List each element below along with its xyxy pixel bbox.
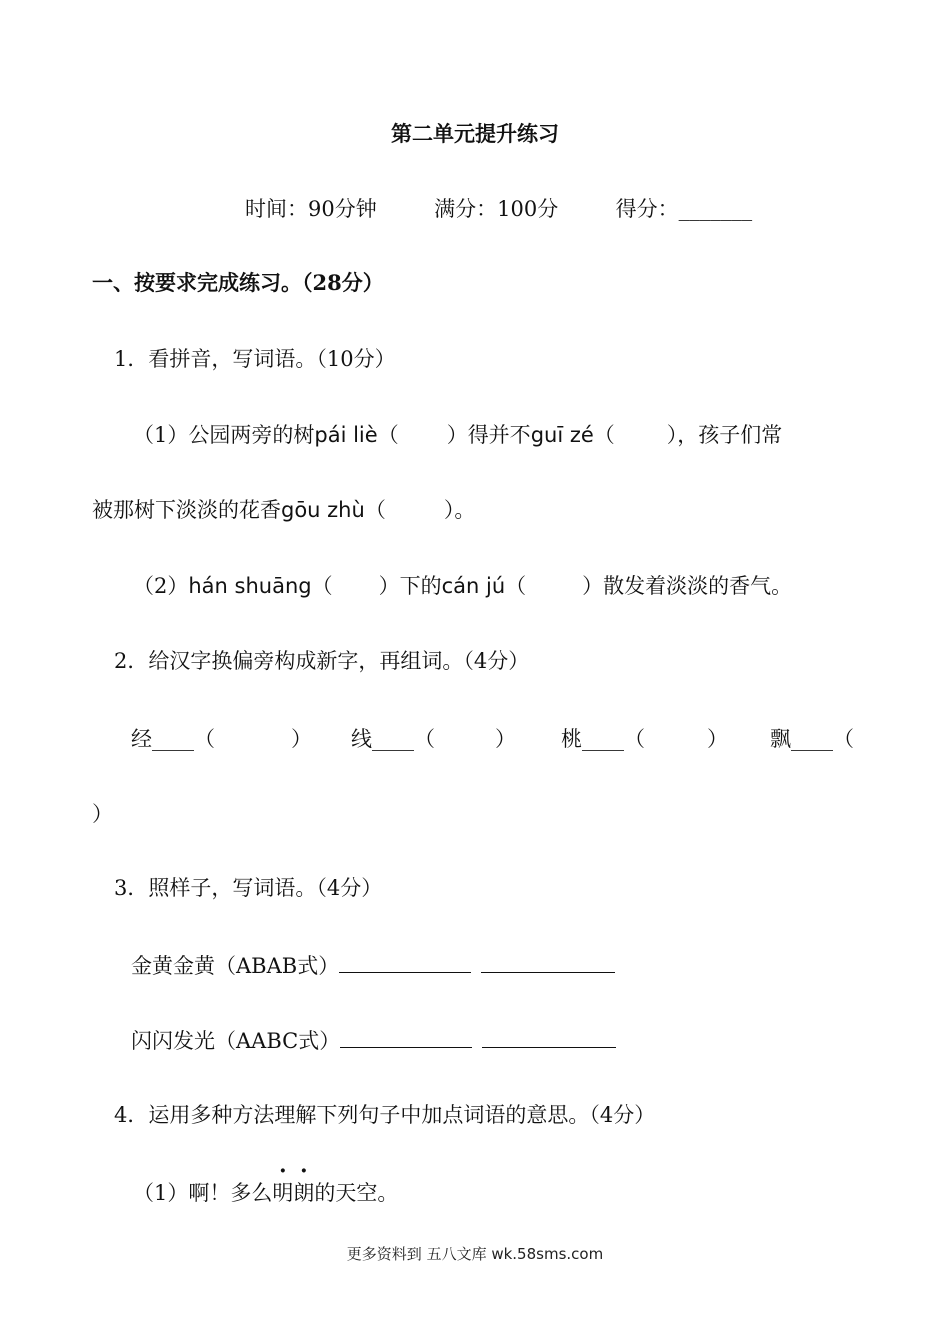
q1-text: 。 [454,498,476,522]
q1-text: （2） [133,574,189,598]
q3-row-2: 闪闪发光（AABC式） [131,1025,616,1056]
score-blank[interactable]: _______ [678,197,753,221]
q1-line1 [133,420,782,450]
pinyin: pái liè [314,423,378,447]
q4-sentence-1: （1）啊！多么明朗的天空。 [133,1178,398,1208]
answer-line[interactable] [340,1025,472,1048]
q3-title: 3．照样子，写词语。（4分） [114,876,383,900]
q1-text: （1）公园两旁的树 [133,423,315,447]
answer-line[interactable] [339,950,471,973]
score-label: 得分： [615,197,679,221]
q4-title: 4．运用多种方法理解下列句子中加点词语的意思。（4分） [114,1103,656,1127]
answer-blank[interactable]: （ ） [377,423,468,447]
page-title: 第二单元提升练习 [391,121,559,146]
answer-blank[interactable]: （ ） [311,574,400,598]
time-info: 时间：90分钟 [245,197,377,221]
dotted-char: 明 [272,1181,294,1205]
pinyin: hán shuāng [188,574,312,598]
q2-item-4: 飘____（ [770,727,854,751]
q3-row-1: 金黄金黄（ABAB式） [131,950,615,981]
q1-text: 散发着淡淡的香气。 [603,574,793,598]
pinyin: gōu zhù [281,498,365,522]
answer-blank[interactable]: （ ） [593,423,678,447]
dotted-char: 朗 [293,1181,315,1205]
q1-text: 得并不 [467,423,531,447]
full-score-info: 满分：100分 [434,197,559,221]
answer-blank[interactable]: （ ） [505,574,604,598]
answer-blank[interactable]: （ ） [364,498,455,522]
q2-item-2: 线____（ ） [351,727,516,751]
q2-title: 2．给汉字换偏旁构成新字，再组词。（4分） [114,649,530,673]
pinyin: cán jú [441,574,506,598]
q1-text: 被那树下淡淡的花香 [92,498,281,522]
q1-line3 [133,571,792,601]
answer-line[interactable] [482,1025,616,1048]
exam-meta [245,194,752,224]
pinyin: guī zé [530,423,594,447]
q1-text: 下的 [399,574,442,598]
q2-item-4-close: ） [92,802,113,826]
q1-text: ，孩子们常 [677,423,783,447]
q2-item-3: 桃____（ ） [561,727,728,751]
q1-line2 [92,495,475,525]
footer-watermark: 更多资料到 五八文库 wk.58sms.com [346,1245,604,1263]
section-heading: 一、按要求完成练习。（28分） [92,270,384,295]
answer-line[interactable] [481,950,615,973]
q1-title: 1．看拼音，写词语。（10分） [114,347,396,371]
q2-item-1: 经____（ ） [131,727,312,751]
